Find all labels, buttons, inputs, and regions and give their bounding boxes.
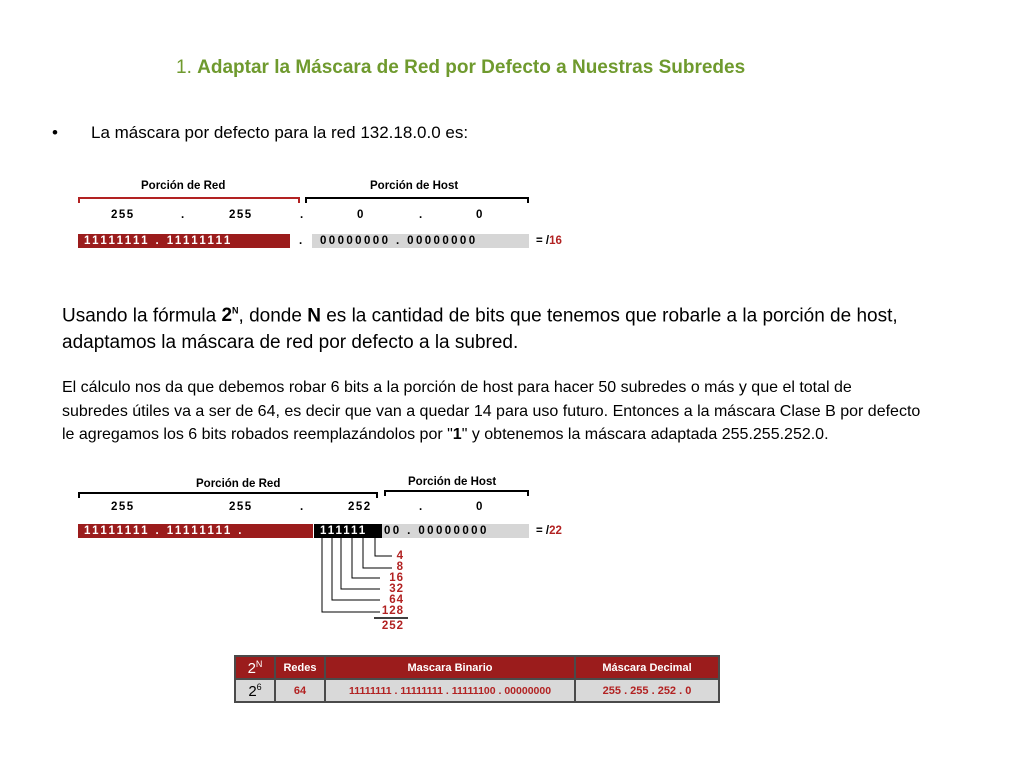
cidr-notation-16: = /16: [536, 235, 562, 247]
decimal-octet-1: 255: [111, 501, 135, 513]
cidr-notation-22: = /22: [536, 525, 562, 537]
binary-net-text: 11111111 . 11111111 .: [84, 525, 244, 537]
binary-host-text: 00 . 00000000: [384, 525, 489, 537]
decimal-octet-1: 255: [111, 209, 135, 221]
decimal-octet-3: 252: [348, 501, 372, 513]
decimal-dot-2: .: [300, 501, 305, 513]
decimal-dot-3: .: [419, 209, 424, 221]
header-decimal-mask: Máscara Decimal: [575, 656, 719, 679]
host-bracket: [384, 490, 529, 492]
table-header-row: [235, 656, 719, 679]
bullet-text: La máscara por defecto para la red 132.18.0.0 es:: [91, 123, 469, 142]
bit-weight-64: 64: [389, 594, 404, 606]
header-redes: Redes: [275, 656, 325, 679]
binary-net-bar: [78, 524, 313, 538]
host-portion-label: Porción de Host: [370, 180, 459, 192]
binary-host-bar: [382, 524, 529, 538]
decimal-dot-2: .: [300, 209, 305, 221]
formula-paragraph: Usando la fórmula $2^N$, donde N es la cantidad de bits que tenemos que robarle a la porción de host, adaptamos la máscara de red por defecto a la subred.: [62, 305, 898, 354]
subnet-result-table: [234, 655, 720, 703]
decimal-octet-4: 0: [476, 209, 484, 221]
net-bracket: [78, 197, 300, 199]
bit-weight-sum: 252: [381, 620, 404, 632]
decimal-octet-4: 0: [476, 501, 484, 513]
bit-weight-16: 16: [389, 572, 404, 584]
adapted-mask-diagram: [0, 470, 1024, 640]
binary-mid-dot: .: [299, 235, 305, 247]
decimal-octet-2: 255: [229, 501, 253, 513]
row-decimal-mask: 255 . 255 . 252 . 0: [575, 679, 719, 702]
row-power: $2^6$: [235, 679, 275, 702]
binary-borrowed-bits: 111111: [314, 524, 382, 538]
decimal-dot-1: .: [181, 209, 186, 221]
bit-weight-4: 4: [396, 550, 404, 562]
decimal-octet-3: 0: [357, 209, 365, 221]
binary-host-bar: [312, 234, 529, 248]
net-portion-label: Porción de Red: [141, 180, 226, 192]
title-number: 1.: [176, 57, 192, 78]
header-binary-mask: Mascara Binario: [325, 656, 575, 679]
host-portion-label: Porción de Host: [408, 476, 497, 488]
default-mask-diagram: [0, 0, 1024, 260]
decimal-dot-3: .: [419, 501, 424, 513]
host-bracket: [305, 197, 529, 199]
binary-net-bar: [78, 234, 290, 248]
header-power: $2^N$: [235, 656, 275, 679]
bullet-symbol: •: [52, 123, 58, 142]
bit-weight-128: 128: [381, 605, 404, 617]
title-text: Adaptar la Máscara de Red por Defecto a Nuestras Subredes: [197, 57, 746, 78]
calculation-paragraph: El cálculo nos da que debemos robar 6 bits a la porción de host para hacer 50 subredes o más y que el total de subredes útiles va a ser de 64, es decir que van a quedar 14 para uso futuro. Entonces a la máscara Clase B por defecto le agregamos los 6 bits robados reemplazándolos por "1" y obtenemos la máscara adaptada 255.255.252.0.: [62, 379, 921, 443]
binary-host-text: 00000000 . 00000000: [320, 235, 478, 247]
binary-net-text: 11111111 . 11111111: [84, 235, 233, 247]
decimal-octet-2: 255: [229, 209, 253, 221]
bit-weight-32: 32: [389, 583, 404, 595]
net-bracket: [78, 492, 378, 494]
net-portion-label: Porción de Red: [196, 478, 281, 490]
bit-weight-8: 8: [396, 561, 404, 573]
table-row: [235, 679, 719, 702]
row-binary-mask: 11111111 . 11111111 . 11111100 . 00000000: [325, 679, 575, 702]
row-redes: 64: [275, 679, 325, 702]
